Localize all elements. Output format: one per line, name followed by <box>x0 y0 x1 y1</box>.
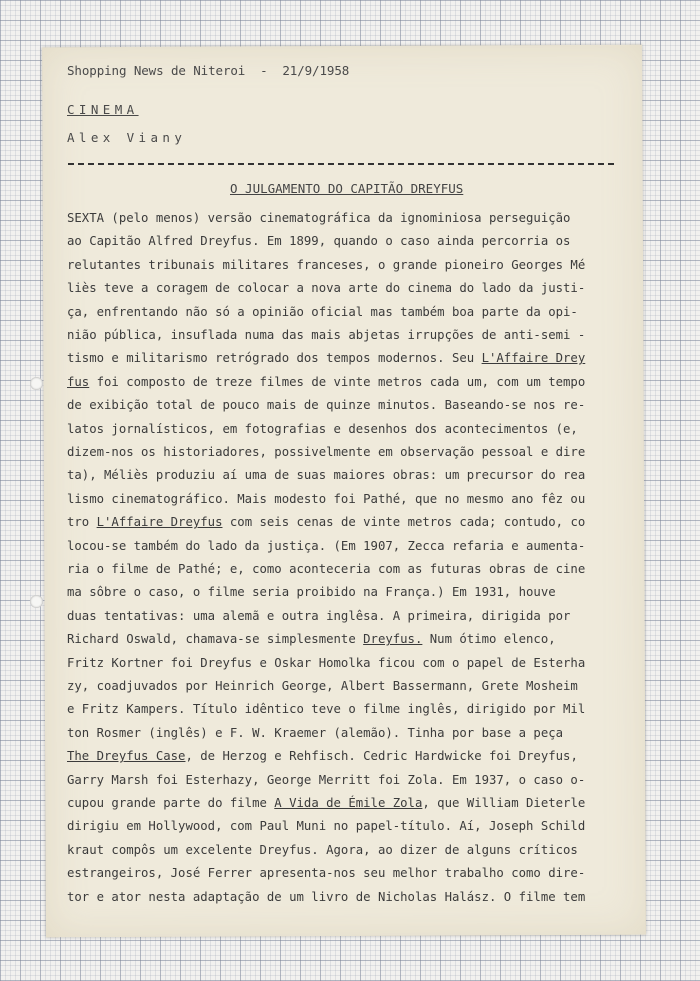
body-line <box>67 492 615 506</box>
body-line <box>67 656 615 670</box>
text-run: estrangeiros, José Ferrer apresenta-nos seu melhor trabalho como dire- <box>67 866 586 881</box>
text-run: duas tentativas: uma alemã e outra inglêsa. A primeira, dirigida por <box>67 608 571 623</box>
text-run: , que William Dieterle <box>422 796 586 810</box>
text-run: dirigiu em Hollywood, com Paul Muni no papel-título. Aí, Joseph Schild <box>67 819 586 834</box>
publication-line: Shopping News de Niteroi - 21/9/1958 <box>67 63 350 78</box>
text-run: cupou grande parte do filme <box>67 796 275 810</box>
text-run: zy, coadjuvados por Heinrich George, Albert Bassermann, Grete Mosheim <box>67 679 578 693</box>
body-line <box>67 422 615 436</box>
text-run: liès teve a coragem de colocar a nova arte do cinema do lado da justi- <box>67 281 586 296</box>
body-line <box>67 609 615 623</box>
text-run: foi composto de treze filmes de vinte metros cada um, com um tempo <box>89 374 586 389</box>
body-line <box>67 679 615 693</box>
body-line <box>67 702 615 716</box>
text-run: ta), Méliès produziu aí uma de suas maiores obras: um precursor do rea <box>67 468 586 483</box>
body-line <box>67 843 615 857</box>
body-line <box>67 258 615 272</box>
text-run: latos jornalísticos, em fotografias e desenhos dos acontecimentos (e, <box>67 421 578 436</box>
body-line <box>67 866 615 880</box>
body-line <box>67 445 615 459</box>
text-run: Garry Marsh foi Esterhazy, George Merritt foi Zola. Em 1937, o caso o- <box>67 772 586 787</box>
separator-rule <box>68 163 614 165</box>
text-run: relutantes tribunais militares franceses, o grande pioneiro Georges Mé <box>67 257 586 272</box>
body-line <box>67 632 615 646</box>
underlined-title: A Vida de Émile Zola <box>274 796 423 810</box>
text-run: ma sôbre o caso, o filme seria proibido na França.) Em 1931, houve <box>67 585 556 600</box>
body-line <box>67 585 615 599</box>
underlined-title: The Dreyfus Case <box>67 749 186 764</box>
text-run: tismo e militarismo retrógrado dos tempos modernos. Seu <box>67 351 482 366</box>
punch-hole <box>30 377 43 390</box>
underlined-title: L'Affaire Drey <box>481 351 586 366</box>
underlined-title: L'Affaire Dreyfus <box>96 515 223 530</box>
text-run: ao Capitão Alfred Dreyfus. Em 1899, quando o caso ainda percorria os <box>67 234 571 249</box>
underlined-title: fus <box>67 374 90 389</box>
body-line <box>67 726 615 740</box>
body-line <box>67 375 615 389</box>
body-line <box>67 351 615 365</box>
underlined-title: Dreyfus. <box>363 632 423 647</box>
text-run: locou-se também do lado da justiça. (Em 1907, Zecca refaria e aumenta- <box>67 538 586 553</box>
author-name: Alex Viany <box>67 130 187 145</box>
body-line <box>67 890 615 904</box>
text-run: Fritz Kortner foi Dreyfus e Oskar Homolka ficou com o papel de Esterha <box>67 655 586 670</box>
body-line <box>67 211 615 225</box>
text-run: nião pública, insuflada numa das mais abjetas irrupções de anti-semi - <box>67 328 586 342</box>
body-line <box>67 305 615 319</box>
text-run: ça, enfrentando não só a opinião oficial mas também boa parte da opi- <box>67 304 578 319</box>
body-line <box>67 796 615 810</box>
article-title: O JULGAMENTO DO CAPITÃO DREYFUS <box>230 181 464 196</box>
body-line <box>67 328 615 342</box>
text-run: , de Herzog e Rehfisch. Cedric Hardwicke foi Dreyfus, <box>185 749 578 764</box>
body-line <box>67 468 615 482</box>
text-run: tro <box>67 515 97 530</box>
text-run: de exibição total de pouco mais de quinze minutos. Baseando-se nos re- <box>67 398 586 413</box>
text-run: tor e ator nesta adaptação de um livro de Nicholas Halász. O filme tem <box>67 889 586 904</box>
body-line <box>67 398 615 412</box>
body-line <box>67 234 615 248</box>
body-line <box>67 515 615 529</box>
text-run: ton Rosmer (inglês) e F. W. Kraemer (alemão). Tinha por base a peça <box>67 725 564 740</box>
text-run: kraut compôs um excelente Dreyfus. Agora, ao dizer de alguns críticos <box>67 842 578 857</box>
text-run: dizem-nos os historiadores, possivelmente em observação pessoal e dire <box>67 445 586 459</box>
body-line <box>67 281 615 295</box>
body-line <box>67 749 615 763</box>
text-run: lismo cinematográfico. Mais modesto foi Pathé, que no mesmo ano fêz ou <box>67 491 586 506</box>
body-line <box>67 773 615 787</box>
text-run: ria o filme de Pathé; e, como aconteceria com as futuras obras de cine <box>67 562 586 576</box>
text-run: com seis cenas de vinte metros cada; contudo, co <box>222 515 586 530</box>
punch-hole <box>30 595 43 608</box>
body-line <box>67 539 615 553</box>
text-run: e Fritz Kampers. Título idêntico teve o filme inglês, dirigido por Mil <box>67 702 586 717</box>
text-run: Num ótimo elenco, <box>422 632 556 647</box>
body-line <box>67 819 615 833</box>
text-run: Richard Oswald, chamava-se simplesmente <box>67 632 364 647</box>
section-heading: CINEMA <box>67 102 139 117</box>
body-line <box>67 562 615 576</box>
text-run: SEXTA (pelo menos) versão cinematográfica da ignominiosa perseguição <box>67 211 571 225</box>
